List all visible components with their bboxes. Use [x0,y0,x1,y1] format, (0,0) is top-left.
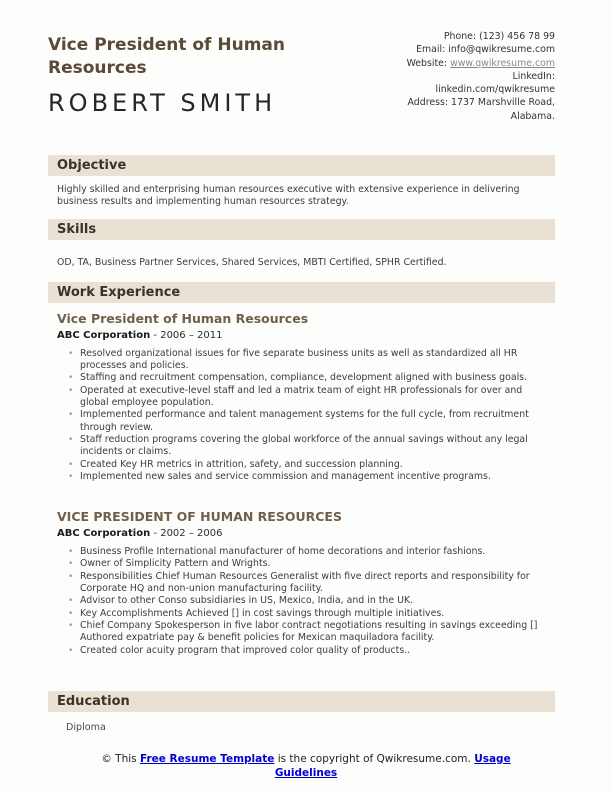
contact-address-line [336,96,555,109]
company-line [57,528,555,540]
bullet-item: • Staffing and recruitment compensation, compliance, development aligned with business goals. [57,372,544,384]
job-dates: - 2006 – 2011 [153,329,223,341]
email-value: info@qwikresume.com [448,44,555,56]
email-label: Email: [416,44,446,56]
bullet-item: • Responsibilities Chief Human Resources Generalist with five direct reports and responsibility for Corporate HQ and non-union manufacturing facility. [57,571,544,596]
free-resume-template-link[interactable]: Free Resume Template [139,753,275,765]
header-left [48,30,336,117]
objective-text: Highly skilled and enterprising human resources executive with extensive experience in delivering business results and implementing human resources strategy. [57,184,520,208]
skills-text: OD, TA, Business Partner Services, Shared Services, MBTI Certified, SPHR Certified. [57,256,447,268]
website-label: Website: [406,57,448,69]
bullet-list [57,546,544,657]
footer-middle: is the copyright of Qwikresume.com. [274,753,475,765]
education-text: Diploma [66,721,106,733]
website-link[interactable]: www.qwikresume.com [450,57,555,69]
contact-address-line2 [336,110,555,123]
job-title: VICE PRESIDENT OF HUMAN RESOURCES [57,509,342,525]
bullet-item: • Implemented new sales and service commission and management incentive programs. [57,471,544,483]
contact-website-line [336,57,555,70]
header [48,30,555,138]
contact-linkedin-label-line [336,70,555,83]
job-title: Vice President of Human Resources [57,310,309,326]
bullet-item: • Business Profile International manufacturer of home decorations and interior fashions. [57,546,544,558]
bullet-item: • Key Accomplishments Achieved [] in cost savings through multiple initiatives. [57,608,544,620]
linkedin-label: LinkedIn: [512,70,555,82]
bullet-item: • Staff reduction programs covering the global workforce of the annual savings without any legal incidents or claims. [57,434,544,459]
footer-copyright [75,753,537,780]
usage-guidelines-link[interactable]: Usage Guidelines [274,753,511,779]
resume-job-title: Vice President of Human Resources [48,35,285,78]
footer-prefix: © This [101,753,140,765]
education-section-heading: Education [48,691,555,712]
contact-block [336,30,555,123]
bullet-item: • Chief Company Spokesperson in five labor contract negotiations resulting in savings exceeding [] Authored expatriate pay & benefit policies for Mexican maquiladora facility. [57,620,544,645]
phone-value: (123) 456 78 99 [479,31,555,42]
skills-section-heading: Skills [48,219,555,240]
address-value-line2: Alabama. [510,110,555,122]
job-dates: - 2002 – 2006 [153,528,223,540]
job-entry-1 [57,311,555,483]
bullet-item: • Owner of Simplicity Pattern and Wrights. [57,558,544,570]
contact-linkedin-value-line [336,83,555,96]
bullet-item: • Resolved organizational issues for five separate business units as well as standardized all HR processes and policies. [57,348,544,373]
address-value-line1: 1737 Marshville Road, [451,97,555,109]
bullet-item: • Operated at executive-level staff and led a matrix team of eight HR professionals for over and global employee population. [57,385,544,410]
company-line [57,330,555,342]
phone-label: Phone: [443,31,477,42]
bullet-list [57,348,544,483]
contact-email-line [336,43,555,56]
person-name: ROBERT SMITH [48,89,277,117]
objective-section-heading: Objective [48,155,555,176]
linkedin-value: linkedin.com/qwikresume [435,84,555,96]
footer [0,753,612,780]
company-name: ABC Corporation [57,528,151,540]
bullet-item: • Created color acuity program that improved color quality of products.. [57,645,544,657]
contact-phone-line [336,30,555,43]
bullet-item: • Implemented performance and talent management systems for the full cycle, from recruitment through review. [57,409,544,434]
job-entry-2 [57,509,555,657]
company-name: ABC Corporation [57,329,151,341]
work-experience-section-heading: Work Experience [48,282,555,303]
address-label: Address: [407,97,449,109]
bullet-item: • Advisor to other Conso subsidiaries in US, Mexico, India, and in the UK. [57,595,544,607]
bullet-item: • Created Key HR metrics in attrition, safety, and succession planning. [57,459,544,471]
